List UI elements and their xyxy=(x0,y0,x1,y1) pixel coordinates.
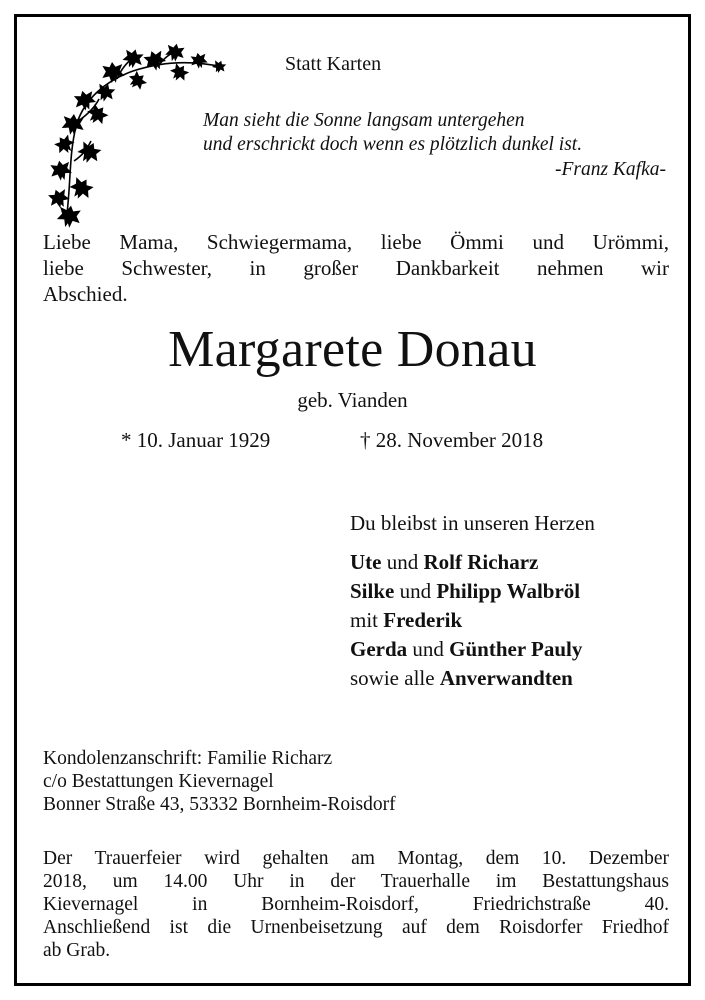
quote-line: Man sieht die Sonne langsam untergehen xyxy=(203,110,525,131)
statt-karten-heading: Statt Karten xyxy=(285,53,382,75)
birth-date: * 10. Januar 1929 xyxy=(121,428,271,452)
address-line: Bonner Straße 43, 53332 Bornheim-Roisdorf xyxy=(43,794,396,815)
condolence-address xyxy=(43,747,396,816)
address-line: Kondolenzanschrift: Familie Richarz xyxy=(43,748,333,769)
obituary-notice xyxy=(14,14,691,986)
mourner-line: sowie alle Anverwandten xyxy=(350,666,573,690)
remembrance-heading: Du bleibst in unseren Herzen xyxy=(350,511,595,535)
mourner-line: Gerda und Günther Pauly xyxy=(350,637,583,661)
deceased-name: Margarete Donau xyxy=(168,321,537,378)
quote-author: -Franz Kafka- xyxy=(554,159,666,180)
mourner-line: Silke und Philipp Walbröl xyxy=(350,579,581,603)
farewell-line: liebe Schwester, in großer Dankbarkeit nehmen wir xyxy=(43,256,669,280)
quote-line: und erschrickt doch wenn es plötzlich dunkel ist. xyxy=(203,134,583,155)
mourners-list xyxy=(350,548,582,693)
address-line: c/o Bestattungen Kievernagel xyxy=(43,771,274,792)
funeral-line: ab Grab. xyxy=(43,940,111,961)
kafka-quote xyxy=(203,109,666,182)
funeral-details xyxy=(43,847,669,962)
funeral-line: Anschließend ist die Urnenbeisetzung auf dem Roisdorfer Friedhof xyxy=(43,917,669,938)
death-date: † 28. November 2018 xyxy=(360,428,544,452)
birth-name: geb. Vianden xyxy=(297,388,408,412)
mourner-line: mit Frederik xyxy=(350,608,463,632)
funeral-line: Kievernagel in Bornheim-Roisdorf, Friedrichstraße 40. xyxy=(43,894,669,915)
farewell-line: Liebe Mama, Schwiegermama, liebe Ömmi und Urömmi, xyxy=(43,230,669,254)
funeral-line: 2018, um 14.00 Uhr in der Trauerhalle im Bestattungshaus xyxy=(43,871,669,892)
funeral-line: Der Trauerfeier wird gehalten am Montag, dem 10. Dezember xyxy=(43,848,669,869)
mourner-line: Ute und Rolf Richarz xyxy=(350,550,539,574)
farewell-line: Abschied. xyxy=(43,282,128,306)
farewell-text xyxy=(43,229,669,307)
